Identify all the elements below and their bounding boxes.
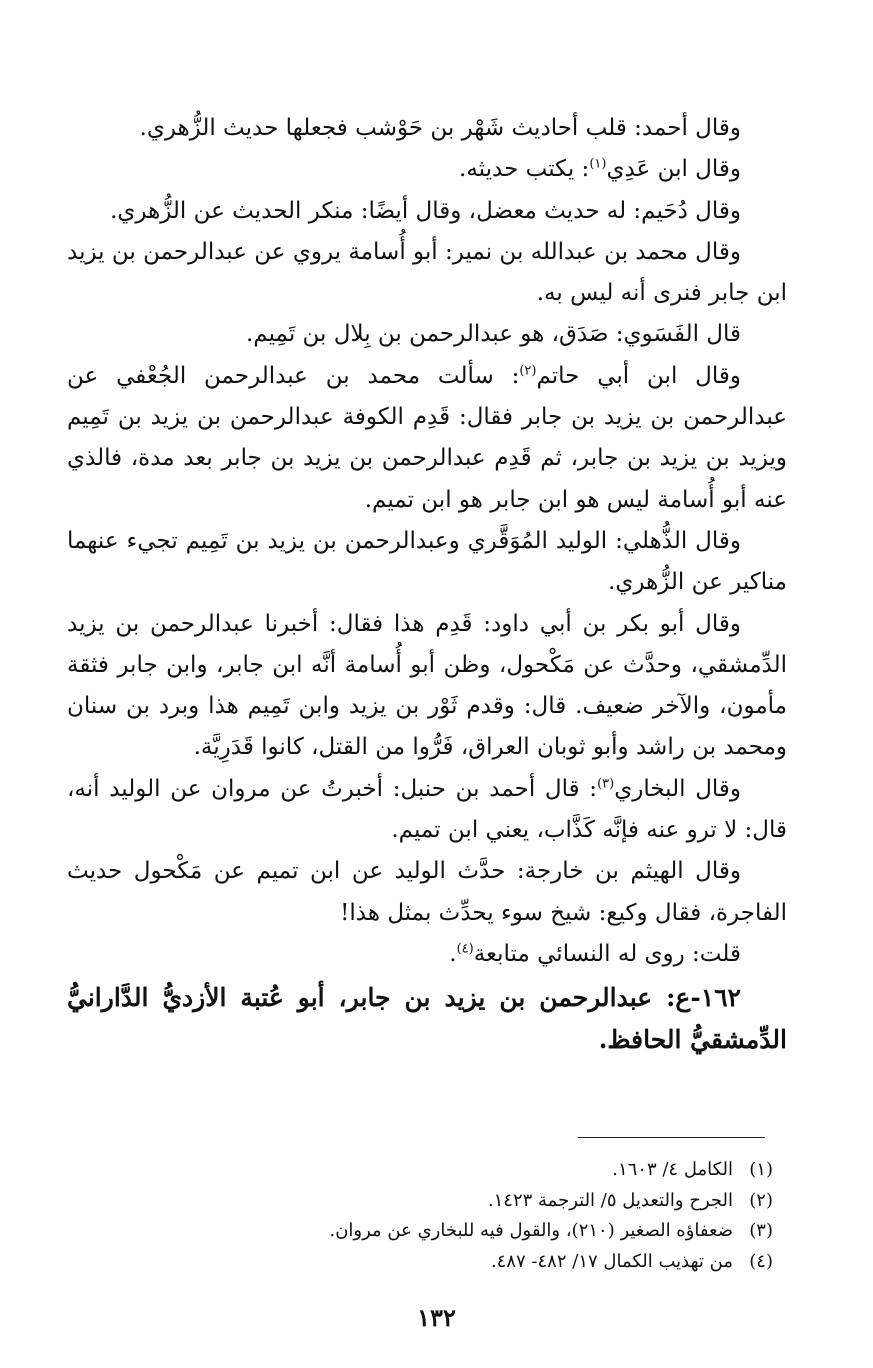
text-run: وقال الهيثم بن خارجة: حدَّث الوليد عن ابن تميم عن مَكْحول حديث الفاجرة، فقال وكيع: شيخ سوء يحدِّث بمثل هذا! bbox=[67, 858, 787, 926]
text-run: وقال ابن عَدِي bbox=[606, 156, 741, 183]
text-run: وقال ابن أبي حاتم bbox=[536, 362, 741, 389]
text-run: قلت: روى له النسائي متابعة bbox=[473, 940, 741, 967]
footnote-number: (٢) bbox=[749, 1189, 773, 1211]
paragraph bbox=[67, 191, 787, 232]
paragraph bbox=[67, 314, 787, 355]
text-run: وقال أبو بكر بن أبي داود: قَدِم هذا فقال: أخبرنا عبدالرحمن بن يزيد الدِّمشقي، وحدَّث عن مَكْحول، وظن أبو أُسامة أنَّه ابن جابر، وابن جابر فثقة مأمون، والآخر ضعيف. قال: وقدم ثَوْر بن يزيد وابن تَمِيم هذا وبرد بن سنان ومحمد بن راشد وأبو ثوبان العراق، فَرُّوا من القتل، كانوا قَدَرِيَّة. bbox=[67, 610, 787, 761]
biography-entry-heading: ١٦٢-ع: عبدالرحمن بن يزيد بن جابر، أبو عُتبة الأزديُّ الدَّارانيُّ الدِّمشقيُّ الحافظ. bbox=[67, 983, 787, 1055]
text-run: وقال الذُّهلي: الوليد المُوَقَّري وعبدالرحمن بن يزيد بن تَمِيم تجيء عنهما مناكير عن الزُّهري. bbox=[67, 527, 787, 596]
text-run: وقال دُحَيم: له حديث معضل، وقال أيضًا: منكر الحديث عن الزُّهري. bbox=[110, 197, 741, 224]
paragraph bbox=[67, 851, 787, 934]
footnote-number: (٣) bbox=[749, 1220, 773, 1241]
text-run: وقال أحمد: قلب أحاديث شَهْر بن حَوْشب فجعلها حديث الزُّهري. bbox=[139, 115, 741, 141]
paragraph bbox=[67, 769, 787, 852]
footnote-marker: (٢) bbox=[519, 363, 537, 379]
page-number: ١٣٢ bbox=[417, 1303, 456, 1332]
footnote-marker: (١) bbox=[589, 156, 607, 172]
footnote-number: (٤) bbox=[749, 1250, 773, 1272]
paragraph bbox=[67, 108, 787, 149]
paragraph bbox=[67, 232, 787, 315]
footnote-marker: (٤) bbox=[456, 941, 474, 957]
footnote bbox=[173, 1155, 773, 1186]
text-run: . bbox=[449, 940, 457, 967]
footnote-text: الكامل ٤/ ١٦٠٣. bbox=[612, 1159, 733, 1180]
paragraph bbox=[67, 934, 787, 975]
text-run: : قال أحمد بن حنبل: أخبرتُ عن مروان عن الوليد أنه، قال: لا ترو عنه فإنَّه كَذَّاب، يعني ابن تميم. bbox=[67, 775, 787, 844]
paragraph bbox=[67, 521, 787, 604]
footnote-marker: (٣) bbox=[597, 776, 615, 792]
text-run: : يكتب حديثه. bbox=[459, 156, 590, 183]
text-run: قال الفَسَوي: صَدَق، هو عبدالرحمن بن بِلال بن تَمِيم. bbox=[245, 321, 741, 348]
footnote-text: ضعفاؤه الصغير (٢١٠)، والقول فيه للبخاري عن مروان. bbox=[329, 1220, 733, 1241]
paragraph bbox=[67, 356, 787, 521]
main-text bbox=[67, 108, 787, 1061]
text-run: : سألت محمد بن عبدالرحمن الجُعْفي عن عبدالرحمن بن يزيد بن جابر فقال: قَدِم الكوفة عبدالرحمن بن يزيد بن تَمِيم ويزيد بن يزيد بن جابر، ثم قَدِم عبدالرحمن بن يزيد بن جابر بعد مدة، فالذي عنه أبو أُسامة ليس هو ابن جابر هو ابن تميم. bbox=[67, 362, 787, 513]
footnote-text: الجرح والتعديل ٥/ الترجمة ١٤٢٣. bbox=[487, 1189, 733, 1211]
paragraph bbox=[67, 604, 787, 769]
text-run: وقال محمد بن عبدالله بن نمير: أبو أُسامة يروي عن عبدالرحمن بن يزيد ابن جابر فنرى أنه ليس به. bbox=[67, 238, 787, 307]
footnote-text: من تهذيب الكمال ١٧/ ٤٨٢- ٤٨٧. bbox=[490, 1250, 733, 1272]
footnotes bbox=[173, 1155, 773, 1277]
footnote bbox=[173, 1186, 773, 1217]
footnote bbox=[173, 1247, 773, 1278]
footnote bbox=[173, 1216, 773, 1247]
text-run: وقال البخاري bbox=[614, 775, 742, 802]
paragraph bbox=[67, 149, 787, 190]
footnote-separator bbox=[578, 1137, 765, 1138]
footnote-number: (١) bbox=[749, 1159, 773, 1180]
